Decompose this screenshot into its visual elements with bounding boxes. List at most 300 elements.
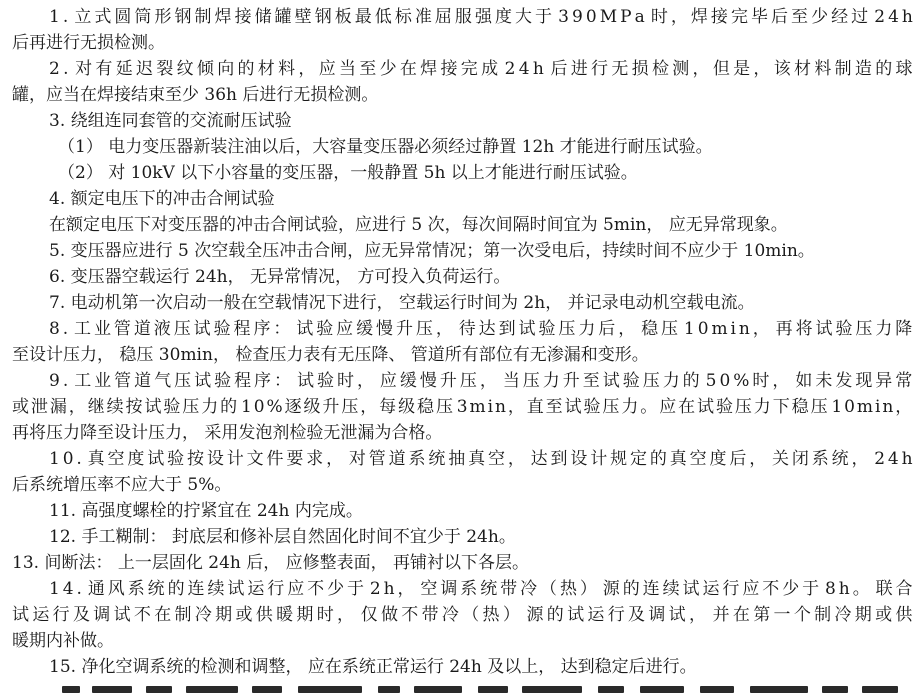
glyph: 压 — [602, 397, 620, 417]
glyph: 行 — [607, 605, 625, 625]
glyph: 系 — [408, 449, 426, 469]
glyph: 稳 — [641, 319, 659, 339]
glyph: 续 — [207, 579, 225, 599]
glyph: 准 — [414, 7, 432, 27]
glyph: 后 — [729, 449, 747, 469]
glyph: 9 — [49, 371, 60, 391]
glyph: 试 — [297, 371, 314, 391]
glyph: 至 — [359, 59, 377, 79]
glyph: 接 — [440, 59, 458, 79]
glyph: 进 — [570, 59, 588, 79]
glyph: 试 — [296, 319, 314, 339]
glyph: 力 — [578, 319, 596, 339]
glyph: 1 — [49, 7, 60, 27]
glyph: 焊 — [690, 7, 708, 27]
glyph: 0 — [719, 371, 731, 391]
cropped-next-line — [0, 682, 915, 693]
glyph: 如 — [795, 371, 813, 391]
glyph: 强 — [474, 7, 492, 27]
glyph: 的 — [237, 59, 255, 79]
glyph: h — [532, 59, 544, 79]
glyph: 的 — [622, 579, 640, 599]
paragraph-9-line-1 — [0, 368, 915, 394]
text-run: 在额定电压下对变压器的冲击合闸试验，应进行 5 次，每次间隔时间宜为 5min， 应无异常现象。 — [49, 215, 788, 235]
glyph: 规 — [610, 449, 628, 469]
glyph: 力 — [662, 371, 680, 391]
glyph: 后 — [550, 59, 568, 79]
glyph: 调 — [440, 579, 458, 599]
glyph: 风 — [107, 579, 125, 599]
glyph: 0 — [62, 449, 74, 469]
glyph: 应 — [318, 59, 336, 79]
glyph: 4 — [887, 449, 899, 469]
glyph: 1 — [831, 397, 843, 417]
glyph: 的 — [649, 449, 667, 469]
glyph: ， — [688, 605, 706, 625]
paragraph-10-line-1 — [0, 446, 915, 472]
glyph: 试 — [113, 605, 131, 625]
glyph: 现 — [855, 371, 873, 391]
glyph: 材 — [794, 59, 812, 79]
glyph: 达 — [530, 449, 548, 469]
glyph: 压 — [810, 397, 828, 417]
glyph: 是 — [733, 59, 751, 79]
glyph: 低 — [374, 7, 392, 27]
glyph: 合 — [895, 579, 913, 599]
glyph: 试 — [227, 579, 245, 599]
text-run: 11. 高强度螺栓的拧紧宜在 24h 内完成。 — [49, 501, 363, 521]
glyph: 真 — [669, 449, 687, 469]
glyph: 行 — [722, 579, 740, 599]
glyph: 续 — [662, 579, 680, 599]
glyph: 钢 — [314, 7, 332, 27]
glyph: ， — [851, 449, 869, 469]
glyph: ， — [397, 579, 415, 599]
glyph: 压 — [182, 397, 200, 417]
paragraph-10-line-2 — [0, 472, 915, 498]
glyph: 带 — [421, 605, 439, 625]
glyph: ， — [326, 449, 344, 469]
glyph: ， — [360, 397, 378, 417]
glyph: 通 — [87, 579, 105, 599]
glyph: 压 — [855, 319, 873, 339]
glyph: 至 — [791, 7, 809, 27]
paragraph-8-line-2 — [0, 342, 915, 368]
paragraph-13 — [0, 550, 915, 576]
glyph: 验 — [163, 397, 181, 417]
paragraph-3-item-2 — [0, 160, 915, 186]
text-run: （2） 对 10kV 以下小容量的变压器，一般静置 5h 以上才能进行耐压试验。 — [58, 163, 638, 183]
glyph: 度 — [127, 449, 145, 469]
glyph: 1 — [49, 449, 60, 469]
glyph: h — [901, 7, 913, 27]
glyph: 漏 — [49, 397, 67, 417]
glyph: 期 — [215, 605, 233, 625]
glyph: 气 — [154, 371, 172, 391]
glyph: ， — [895, 397, 913, 417]
glyph: 未 — [815, 371, 833, 391]
glyph: 但 — [712, 59, 730, 79]
paragraph-8-line-1 — [0, 316, 915, 342]
glyph: 力 — [753, 397, 771, 417]
glyph: 序 — [253, 319, 271, 339]
glyph: 件 — [266, 449, 284, 469]
glyph: 按 — [125, 397, 143, 417]
glyph: 0 — [844, 397, 855, 417]
glyph: 钢 — [174, 7, 192, 27]
glyph: 不 — [762, 579, 780, 599]
glyph: 程 — [233, 319, 251, 339]
glyph: 纹 — [176, 59, 194, 79]
glyph: 试 — [194, 371, 212, 391]
glyph: 求 — [306, 449, 324, 469]
glyph: 仅 — [360, 605, 378, 625]
glyph: 并 — [712, 605, 730, 625]
glyph: i — [874, 397, 881, 417]
glyph: n — [882, 397, 894, 417]
glyph: 应 — [336, 319, 354, 339]
glyph: 完 — [730, 7, 748, 27]
glyph: % — [266, 397, 283, 417]
glyph: 的 — [220, 397, 238, 417]
glyph: 于 — [535, 7, 553, 27]
glyph: 暖 — [276, 605, 294, 625]
glyph: （ — [540, 579, 558, 599]
glyph: 倾 — [196, 59, 214, 79]
glyph: 统 — [831, 449, 849, 469]
glyph: 当 — [502, 371, 520, 391]
glyph: 验 — [167, 449, 185, 469]
text-run: 4. 额定电压下的冲击合闸试验 — [49, 189, 275, 209]
glyph: 计 — [590, 449, 608, 469]
glyph: ： — [273, 319, 291, 339]
glyph: ， — [435, 319, 453, 339]
glyph: 料 — [814, 59, 832, 79]
glyph: 计 — [226, 449, 244, 469]
glyph: 验 — [316, 371, 334, 391]
glyph: . — [62, 7, 69, 27]
glyph: h — [901, 449, 913, 469]
glyph: 压 — [558, 319, 576, 339]
glyph: 8 — [825, 579, 836, 599]
glyph: 验 — [835, 319, 853, 339]
glyph: 道 — [133, 319, 151, 339]
glyph: m — [856, 397, 874, 417]
glyph: 统 — [480, 579, 498, 599]
glyph: 5 — [705, 371, 717, 391]
glyph: 2 — [369, 579, 381, 599]
glyph: ， — [670, 7, 688, 27]
glyph: 0 — [585, 7, 597, 27]
glyph: . — [62, 319, 69, 339]
glyph: 行 — [591, 59, 609, 79]
glyph: 试 — [193, 319, 211, 339]
glyph: 压 — [341, 397, 359, 417]
glyph: 无 — [611, 59, 629, 79]
text-run: 13. 间断法： 上一层固化 24h 后， 应修整表面， 再铺衬以下各层。 — [12, 553, 530, 573]
text-run: 3. 绕组连同套管的交流耐压试验 — [49, 111, 292, 131]
glyph: ， — [507, 397, 525, 417]
text-run: 6. 变压器空载运行 24h， 无异常情况， 方可投入负荷运行。 — [49, 267, 511, 287]
glyph: 于 — [347, 579, 364, 599]
glyph: 9 — [571, 7, 583, 27]
glyph: 的 — [875, 59, 893, 79]
glyph: 统 — [147, 579, 165, 599]
glyph: 4 — [62, 579, 74, 599]
glyph: ， — [752, 319, 770, 339]
glyph: 到 — [498, 319, 516, 339]
glyph: . — [76, 449, 82, 469]
paragraph-15 — [0, 654, 915, 680]
glyph: 联 — [875, 579, 893, 599]
glyph: 力 — [621, 397, 639, 417]
glyph: 异 — [875, 371, 893, 391]
glyph: 管 — [368, 449, 386, 469]
glyph: 升 — [439, 371, 457, 391]
glyph: 在 — [732, 605, 750, 625]
glyph: 空 — [689, 449, 707, 469]
glyph: 验 — [214, 371, 232, 391]
glyph: 试 — [602, 371, 620, 391]
glyph: 立 — [74, 7, 92, 27]
glyph: 道 — [134, 371, 152, 391]
glyph: 不 — [133, 605, 151, 625]
glyph: 屈 — [434, 7, 452, 27]
glyph: n — [494, 397, 506, 417]
glyph: （ — [462, 605, 480, 625]
glyph: 供 — [255, 605, 273, 625]
glyph: 一 — [773, 605, 791, 625]
glyph: . — [62, 371, 69, 391]
glyph: 待 — [458, 319, 476, 339]
glyph: 形 — [154, 7, 172, 27]
glyph: 1 — [49, 579, 60, 599]
glyph: ， — [507, 449, 525, 469]
glyph: M — [599, 7, 618, 27]
glyph: 应 — [379, 371, 397, 391]
glyph: 向 — [217, 59, 235, 79]
glyph: 力 — [875, 319, 893, 339]
glyph: 慢 — [376, 319, 394, 339]
glyph: 升 — [322, 397, 340, 417]
glyph: 对 — [75, 59, 93, 79]
glyph: 对 — [348, 449, 366, 469]
glyph: . — [76, 579, 82, 599]
glyph: 制 — [814, 605, 832, 625]
glyph: 壁 — [294, 7, 312, 27]
glyph: 关 — [771, 449, 789, 469]
paragraph-14-line-2 — [0, 602, 915, 628]
glyph: 验 — [583, 397, 601, 417]
glyph: 延 — [115, 59, 133, 79]
glyph: 标 — [394, 7, 412, 27]
glyph: 的 — [546, 605, 564, 625]
glyph: 压 — [522, 371, 540, 391]
paragraph-3-item-1 — [0, 134, 915, 160]
glyph: 行 — [52, 605, 70, 625]
glyph: 带 — [500, 579, 518, 599]
glyph: 行 — [267, 579, 285, 599]
glyph: 空 — [420, 579, 438, 599]
text-run: （1） 电力变压器新装注油以后，大容量变压器必须经过静置 12h 才能进行耐压试验。 — [58, 137, 713, 157]
glyph: 或 — [12, 397, 29, 417]
glyph: 验 — [622, 371, 640, 391]
glyph: ， — [749, 449, 767, 469]
glyph: 达 — [478, 319, 496, 339]
glyph: 。 — [852, 579, 870, 599]
glyph: 裂 — [156, 59, 174, 79]
glyph: 时 — [316, 605, 334, 625]
glyph: m — [711, 319, 728, 339]
glyph: 压 — [734, 397, 752, 417]
glyph: 至 — [582, 371, 600, 391]
glyph: 缓 — [399, 371, 417, 391]
paragraph-11 — [0, 498, 915, 524]
glyph: a — [634, 7, 645, 27]
glyph: 压 — [459, 371, 477, 391]
glyph: 2 — [504, 59, 516, 79]
paragraph-9-line-2 — [0, 394, 915, 420]
text-run: 后系统增压率不应大于 5%。 — [12, 475, 232, 495]
glyph: 接 — [234, 7, 252, 27]
glyph: 源 — [526, 605, 544, 625]
glyph: 第 — [753, 605, 771, 625]
glyph: 时 — [650, 7, 668, 27]
glyph: 管 — [114, 371, 132, 391]
glyph: 试 — [567, 605, 585, 625]
glyph: 空 — [487, 449, 505, 469]
glyph: 在 — [154, 605, 172, 625]
glyph: 连 — [642, 579, 660, 599]
text-run: 5. 变压器应进行 5 次空载全压冲击合闸，应无异常情况；第一次受电后，持续时间不应少于 10min。 — [49, 241, 815, 261]
text-run: 再将压力降至设计压力， 采用发泡剂检验无泄漏为合格。 — [12, 423, 443, 443]
paragraph-14-line-3 — [0, 628, 915, 654]
text-run: 罐，应当在焊接结束至少 36h 后进行无损检测。 — [12, 85, 379, 105]
glyph: 验 — [213, 319, 231, 339]
glyph: 式 — [94, 7, 112, 27]
glyph: 度 — [709, 449, 727, 469]
glyph: 少 — [379, 59, 397, 79]
glyph: 少 — [811, 7, 829, 27]
glyph: 试 — [518, 319, 536, 339]
glyph: ） — [502, 605, 520, 625]
glyph: m — [469, 397, 486, 417]
glyph: 逐 — [284, 397, 302, 417]
glyph: ， — [618, 319, 636, 339]
glyph: 统 — [428, 449, 446, 469]
glyph: 连 — [187, 579, 205, 599]
glyph: 级 — [303, 397, 321, 417]
glyph: 服 — [454, 7, 472, 27]
paragraph-1-line-2 — [0, 30, 915, 56]
glyph: 压 — [174, 371, 192, 391]
glyph: 在 — [678, 397, 696, 417]
glyph: 大 — [515, 7, 533, 27]
glyph: 冷 — [441, 605, 459, 625]
glyph: 筒 — [134, 7, 152, 27]
paragraph-7 — [0, 290, 915, 316]
glyph: 冷 — [520, 579, 538, 599]
glyph: 工 — [74, 371, 92, 391]
glyph: 料 — [278, 59, 296, 79]
glyph: 降 — [895, 319, 913, 339]
glyph: 罐 — [274, 7, 292, 27]
glyph: 运 — [587, 605, 605, 625]
glyph: 下 — [772, 397, 790, 417]
glyph: 在 — [399, 59, 417, 79]
paragraph-4-heading — [0, 186, 915, 212]
glyph: 验 — [316, 319, 334, 339]
glyph: 再 — [775, 319, 793, 339]
glyph: ， — [356, 371, 374, 391]
glyph: 2 — [49, 59, 60, 79]
glyph: 2 — [874, 449, 886, 469]
glyph: 2 — [874, 7, 886, 27]
glyph: ， — [68, 397, 86, 417]
glyph: 完 — [460, 59, 478, 79]
glyph: 力 — [542, 371, 560, 391]
glyph: ， — [337, 605, 354, 625]
glyph: . — [63, 59, 69, 79]
paragraph-1-line-1 — [0, 4, 915, 30]
glyph: 供 — [895, 605, 913, 625]
glyph: 及 — [628, 605, 645, 625]
glyph: 当 — [338, 59, 356, 79]
glyph: 有 — [95, 59, 113, 79]
paragraph-2-line-1 — [0, 56, 915, 82]
glyph: 压 — [435, 397, 453, 417]
glyph: 压 — [661, 319, 679, 339]
glyph: 应 — [742, 579, 760, 599]
glyph: ， — [298, 59, 316, 79]
paragraph-6 — [0, 264, 915, 290]
glyph: ， — [753, 59, 771, 79]
glyph: 做 — [380, 605, 398, 625]
glyph: 运 — [247, 579, 265, 599]
glyph: 球 — [895, 59, 913, 79]
glyph: 试 — [144, 397, 162, 417]
glyph: 缓 — [356, 319, 374, 339]
paragraph-12 — [0, 524, 915, 550]
glyph: i — [730, 319, 736, 339]
glyph: ） — [579, 579, 597, 599]
glyph: 4 — [518, 59, 530, 79]
glyph: 不 — [401, 605, 419, 625]
glyph: 运 — [32, 605, 50, 625]
glyph: 稳 — [791, 397, 809, 417]
glyph: 要 — [286, 449, 304, 469]
glyph: 3 — [456, 397, 468, 417]
glyph: 液 — [153, 319, 171, 339]
glyph: 试 — [668, 605, 686, 625]
glyph: 后 — [598, 319, 616, 339]
glyph: 调 — [93, 605, 111, 625]
glyph: 升 — [395, 319, 413, 339]
glyph: 到 — [550, 449, 568, 469]
glyph: 最 — [354, 7, 372, 27]
glyph: h — [383, 579, 395, 599]
glyph: i — [487, 397, 494, 417]
glyph: 验 — [715, 397, 733, 417]
glyph: 或 — [235, 605, 253, 625]
text-run: 后再进行无损检测。 — [12, 33, 165, 53]
glyph: 至 — [545, 397, 563, 417]
glyph: 度 — [494, 7, 512, 27]
glyph: 道 — [388, 449, 406, 469]
glyph: 冷 — [834, 605, 852, 625]
glyph: 系 — [460, 579, 478, 599]
glyph: 4 — [888, 7, 899, 27]
